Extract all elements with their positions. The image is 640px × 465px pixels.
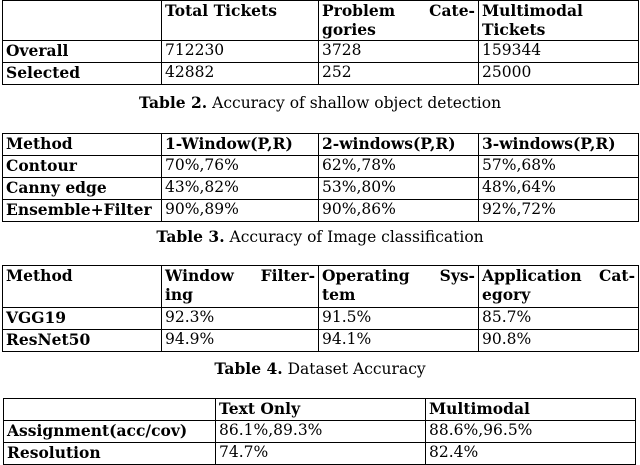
table-row xyxy=(3,41,639,63)
row-label-cell: Overall xyxy=(3,41,162,63)
row-label-cell: ResNet50 xyxy=(3,330,162,352)
table-header-cell: Application Cat-egory xyxy=(479,266,639,308)
caption-label: Table 3. xyxy=(156,227,225,246)
row-label-cell: Assignment(acc/cov) xyxy=(4,421,216,443)
row-label-cell: Canny edge xyxy=(3,178,162,200)
table-row xyxy=(3,330,639,352)
table-row xyxy=(3,156,639,178)
table-cell: 82.4% xyxy=(426,443,636,465)
table-header-cell: Method xyxy=(3,266,162,308)
table-cell: 42882 xyxy=(162,63,319,85)
table-cell: 90%,86% xyxy=(319,200,479,222)
table-cell: 712230 xyxy=(162,41,319,63)
table-header-row xyxy=(3,266,639,308)
row-label-cell: Selected xyxy=(3,63,162,85)
table-header-cell: 1-Window(P,R) xyxy=(162,134,319,156)
caption-text: Accuracy of shallow object detection xyxy=(212,94,502,112)
table-row xyxy=(3,178,639,200)
table-cell: 90%,89% xyxy=(162,200,319,222)
table-header-row xyxy=(4,399,636,421)
caption-label: Table 2. xyxy=(138,93,208,112)
row-label-cell: VGG19 xyxy=(3,308,162,330)
table-cell: 85.7% xyxy=(479,308,639,330)
table-cell: 90.8% xyxy=(479,330,639,352)
table-row xyxy=(4,443,636,465)
table-header-row xyxy=(3,1,639,41)
table-caption xyxy=(0,359,640,379)
table-cell: 86.1%,89.3% xyxy=(216,421,426,443)
table-cell: 70%,76% xyxy=(162,156,319,178)
table-header-row xyxy=(3,134,639,156)
table-cell: 94.1% xyxy=(319,330,479,352)
table-cell: 159344 xyxy=(479,41,639,63)
table-cell: 53%,80% xyxy=(319,178,479,200)
table-header-cell: Operating Sys-tem xyxy=(319,266,479,308)
caption-label: Table 4. xyxy=(214,359,283,378)
classification-table xyxy=(2,265,639,352)
table-cell: 48%,64% xyxy=(479,178,639,200)
table-header-cell xyxy=(3,1,162,41)
table-caption xyxy=(0,93,640,113)
table-caption xyxy=(0,227,640,247)
caption-text: Dataset Accuracy xyxy=(287,360,426,378)
table-header-cell: 3-windows(P,R) xyxy=(479,134,639,156)
table-cell: 91.5% xyxy=(319,308,479,330)
table-header-cell: 2-windows(P,R) xyxy=(319,134,479,156)
table-header-cell: Total Tickets xyxy=(162,1,319,41)
table-cell: 74.7% xyxy=(216,443,426,465)
row-label-cell: Ensemble+Filter xyxy=(3,200,162,222)
table-cell: 92.3% xyxy=(162,308,319,330)
table-cell: 62%,78% xyxy=(319,156,479,178)
table-header-cell: Window Filter-ing xyxy=(162,266,319,308)
dataset-table xyxy=(2,0,639,85)
table-header-cell xyxy=(4,399,216,421)
accuracy-table xyxy=(3,398,636,465)
table-cell: 57%,68% xyxy=(479,156,639,178)
table-header-cell: Multimodal xyxy=(426,399,636,421)
table-row xyxy=(3,200,639,222)
table-header-cell: Problem Cate-gories xyxy=(319,1,479,41)
table-cell: 88.6%,96.5% xyxy=(426,421,636,443)
table-cell: 92%,72% xyxy=(479,200,639,222)
caption-text: Accuracy of Image classification xyxy=(229,228,484,246)
table-row xyxy=(3,63,639,85)
table-header-cell: Multimodal Tickets xyxy=(479,1,639,41)
table-row xyxy=(4,421,636,443)
table-cell: 25000 xyxy=(479,63,639,85)
table-row xyxy=(3,308,639,330)
table-cell: 252 xyxy=(319,63,479,85)
row-label-cell: Contour xyxy=(3,156,162,178)
table-cell: 94.9% xyxy=(162,330,319,352)
table-cell: 43%,82% xyxy=(162,178,319,200)
table-header-cell: Method xyxy=(3,134,162,156)
row-label-cell: Resolution xyxy=(4,443,216,465)
table-cell: 3728 xyxy=(319,41,479,63)
table-header-cell: Text Only xyxy=(216,399,426,421)
detection-table xyxy=(2,133,639,222)
